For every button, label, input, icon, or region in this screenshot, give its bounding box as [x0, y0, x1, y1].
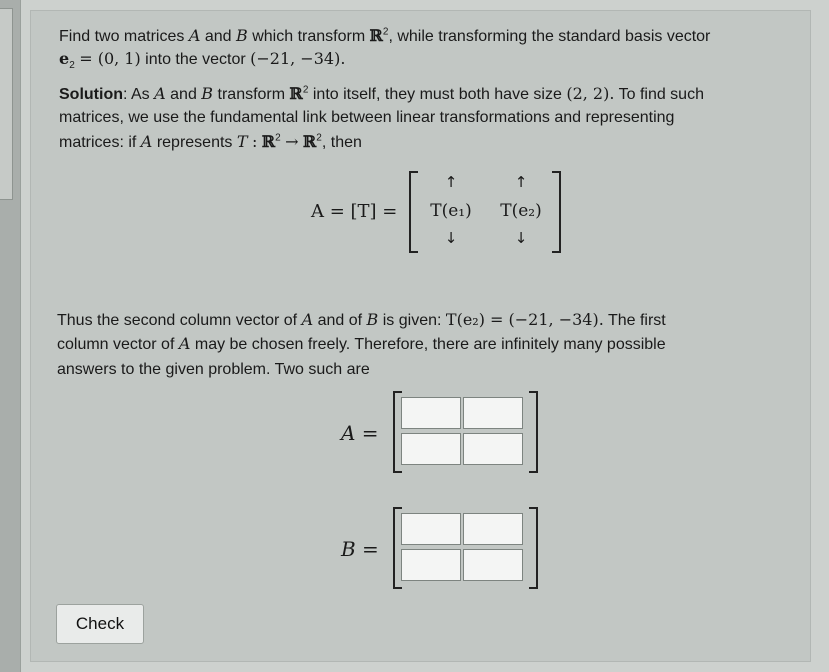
answer-A-12-input[interactable]	[463, 397, 523, 429]
answer-B-12-input[interactable]	[463, 513, 523, 545]
answer-A-right-bracket	[529, 391, 538, 473]
solution-line-2: matrices, we use the fundamental link between linear transformations and representing	[59, 109, 675, 126]
answer-A-11-input[interactable]	[401, 397, 461, 429]
answer-A-21-input[interactable]	[401, 433, 461, 465]
answer-A-22-input[interactable]	[463, 433, 523, 465]
answer-B-label: B =	[341, 537, 379, 561]
conclusion-line-3: answers to the given problem. Two such are	[57, 361, 370, 378]
problem-line-1: Find two matrices A and B which transform ℝ$^2$, while transforming the standard basis vector	[59, 26, 711, 45]
question-card	[30, 10, 811, 662]
answer-A-label: A =	[341, 421, 379, 445]
solution-line-1: Solution: As A and B transform ℝ$^2$ into itself, they must both have size (2, 2). To find such	[59, 84, 704, 103]
col1-up-arrow: ↑	[444, 173, 458, 191]
col2-down-arrow: ↓	[514, 229, 528, 247]
col2-entry: T(e₂)	[500, 201, 542, 221]
check-button[interactable]: Check	[56, 604, 144, 644]
answer-B-22-input[interactable]	[463, 549, 523, 581]
col1-down-arrow: ↓	[444, 229, 458, 247]
answer-B-11-input[interactable]	[401, 513, 461, 545]
col2-up-arrow: ↑	[514, 173, 528, 191]
answer-B-21-input[interactable]	[401, 549, 461, 581]
conclusion-line-2: column vector of A may be chosen freely. Therefore, there are infinitely many possible	[57, 334, 666, 353]
col1-entry: T(e₁)	[430, 201, 472, 221]
problem-line-2: $e_2 = (0$, 1) into the vector (−21, −34).	[59, 49, 346, 72]
conclusion-line-1: Thus the second column vector of A and of B is given: T(e₂) = (−21, −34). The first	[57, 310, 666, 329]
matrix-lhs: A = [T] =	[311, 201, 398, 222]
answer-B-right-bracket	[529, 507, 538, 589]
solution-line-3: matrices: if A represents T : ℝ$^2$ → ℝ$^2$, then	[59, 132, 362, 151]
left-panel-tab[interactable]	[0, 8, 13, 200]
